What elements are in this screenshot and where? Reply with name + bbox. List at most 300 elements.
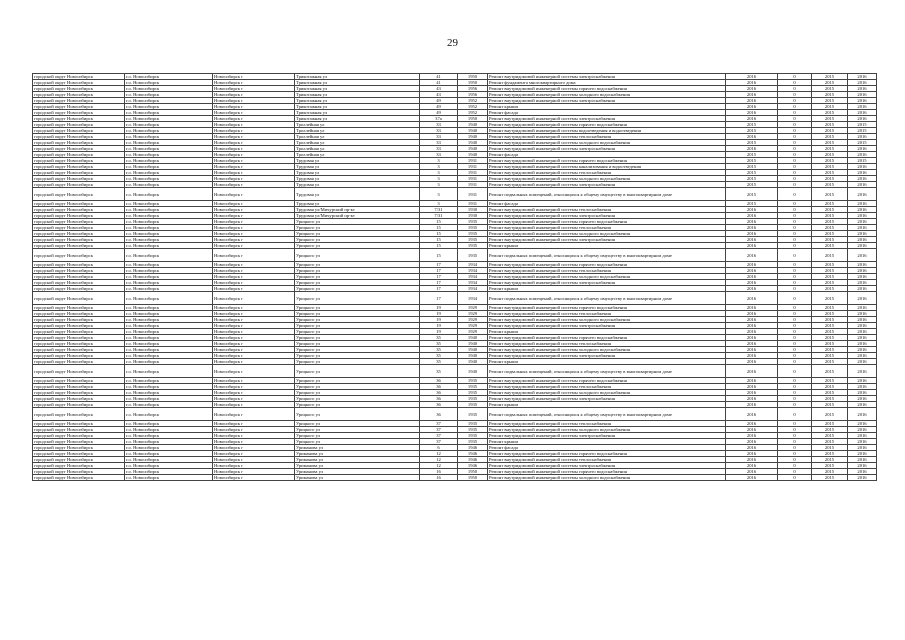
street-cell: Трудовая ул: [295, 170, 420, 176]
street-cell: Трикотажная ул: [295, 80, 420, 86]
settlement-cell: Новосибирск г: [213, 140, 295, 146]
street-cell: Трудовая ул: [295, 158, 420, 164]
year-cell: 1931: [458, 188, 488, 201]
street-cell: Урицкого ул: [295, 408, 420, 421]
plan-year-cell: 2016: [726, 353, 778, 359]
year-cell: 1935: [458, 225, 488, 231]
house-cell: 3: [420, 188, 458, 201]
end-year-cell: 2016: [848, 116, 877, 122]
year-cell: 1935: [458, 427, 488, 433]
city-cell: г.о. Новосибирск: [125, 451, 213, 457]
work-type-cell: Ремонт внутридомовой инженерной системы электроснабжения: [488, 116, 726, 122]
city-cell: г.о. Новосибирск: [125, 201, 213, 207]
value-cell: 0: [778, 225, 812, 231]
year-cell: 1935: [458, 249, 488, 262]
plan-year-cell: 2015: [726, 140, 778, 146]
street-cell: Трудовая ул/Мичурский пр-кт: [295, 207, 420, 213]
start-year-cell: 2015: [812, 439, 848, 445]
plan-year-cell: 2016: [726, 317, 778, 323]
city-cell: г.о. Новосибирск: [125, 280, 213, 286]
end-year-cell: 2015: [848, 140, 877, 146]
plan-year-cell: 2016: [726, 469, 778, 475]
value-cell: 0: [778, 347, 812, 353]
okrug-cell: городской округ Новосибирск: [33, 433, 125, 439]
street-cell: Урицкого ул: [295, 225, 420, 231]
street-cell: Трикотажная ул: [295, 104, 420, 110]
plan-year-cell: 2016: [726, 335, 778, 341]
street-cell: Троллейная ул: [295, 140, 420, 146]
okrug-cell: городской округ Новосибирск: [33, 237, 125, 243]
city-cell: г.о. Новосибирск: [125, 402, 213, 408]
okrug-cell: городской округ Новосибирск: [33, 451, 125, 457]
house-cell: 19: [420, 305, 458, 311]
city-cell: г.о. Новосибирск: [125, 286, 213, 292]
start-year-cell: 2015: [812, 86, 848, 92]
house-cell: 12: [420, 463, 458, 469]
house-cell: 19: [420, 323, 458, 329]
city-cell: г.о. Новосибирск: [125, 427, 213, 433]
house-cell: 15: [420, 231, 458, 237]
work-type-cell: Ремонт внутридомовой инженерной системы канализования и водоотведения: [488, 164, 726, 170]
city-cell: г.о. Новосибирск: [125, 146, 213, 152]
house-cell: 35: [420, 335, 458, 341]
house-cell: 19: [420, 317, 458, 323]
city-cell: г.о. Новосибирск: [125, 305, 213, 311]
okrug-cell: городской округ Новосибирск: [33, 176, 125, 182]
work-type-cell: Ремонт внутридомовой инженерной системы теплоснабжения: [488, 457, 726, 463]
okrug-cell: городской округ Новосибирск: [33, 359, 125, 365]
city-cell: г.о. Новосибирск: [125, 292, 213, 305]
start-year-cell: 2015: [812, 451, 848, 457]
house-cell: 41: [420, 80, 458, 86]
work-type-cell: Ремонт внутридомовой инженерной системы холодного водоснабжения: [488, 347, 726, 353]
okrug-cell: городской округ Новосибирск: [33, 286, 125, 292]
end-year-cell: 2016: [848, 286, 877, 292]
plan-year-cell: 2016: [726, 341, 778, 347]
street-cell: Урицкого ул: [295, 427, 420, 433]
settlement-cell: Новосибирск г: [213, 262, 295, 268]
value-cell: 0: [778, 170, 812, 176]
end-year-cell: 2016: [848, 152, 877, 158]
plan-year-cell: 2016: [726, 92, 778, 98]
start-year-cell: 2015: [812, 408, 848, 421]
work-type-cell: Ремонт внутридомовой инженерной системы холодного водоснабжения: [488, 390, 726, 396]
plan-year-cell: 2016: [726, 225, 778, 231]
start-year-cell: 2015: [812, 323, 848, 329]
work-type-cell: Ремонт внутридомовой инженерной системы горячего водоснабжения: [488, 335, 726, 341]
plan-year-cell: 2016: [726, 286, 778, 292]
okrug-cell: городской округ Новосибирск: [33, 439, 125, 445]
year-cell: 1940: [458, 146, 488, 152]
work-type-cell: Ремонт внутридомовой инженерной системы теплоснабжения: [488, 268, 726, 274]
table-row: [33, 249, 877, 262]
end-year-cell: 2016: [848, 86, 877, 92]
end-year-cell: 2016: [848, 433, 877, 439]
year-cell: 1934: [458, 268, 488, 274]
value-cell: 0: [778, 463, 812, 469]
street-cell: Урицкого ул: [295, 353, 420, 359]
year-cell: 1934: [458, 292, 488, 305]
settlement-cell: Новосибирск г: [213, 80, 295, 86]
start-year-cell: 2015: [812, 378, 848, 384]
end-year-cell: 2016: [848, 92, 877, 98]
end-year-cell: 2016: [848, 329, 877, 335]
work-type-cell: Ремонт внутридомовой инженерной системы холодного водоснабжения: [488, 92, 726, 98]
house-cell: 3: [420, 164, 458, 170]
value-cell: 0: [778, 402, 812, 408]
work-type-cell: Ремонт подвальных помещений, относящихся к общему имуществу в многоквартирном доме: [488, 365, 726, 378]
okrug-cell: городской округ Новосибирск: [33, 243, 125, 249]
okrug-cell: городской округ Новосибирск: [33, 225, 125, 231]
end-year-cell: 2016: [848, 219, 877, 225]
city-cell: г.о. Новосибирск: [125, 463, 213, 469]
end-year-cell: 2016: [848, 213, 877, 219]
work-type-cell: Ремонт внутридомовой инженерной системы электроснабжения: [488, 396, 726, 402]
start-year-cell: 2015: [812, 341, 848, 347]
end-year-cell: 2016: [848, 110, 877, 116]
okrug-cell: городской округ Новосибирск: [33, 323, 125, 329]
settlement-cell: Новосибирск г: [213, 353, 295, 359]
work-type-cell: Ремонт подвальных помещений, относящихся к общему имуществу в многоквартирном доме: [488, 188, 726, 201]
okrug-cell: городской округ Новосибирск: [33, 249, 125, 262]
work-type-cell: Ремонт внутридомовой инженерной системы электроснабжения: [488, 146, 726, 152]
city-cell: г.о. Новосибирск: [125, 98, 213, 104]
street-cell: Трудовая ул: [295, 182, 420, 188]
year-cell: 1956: [458, 92, 488, 98]
year-cell: 1929: [458, 305, 488, 311]
start-year-cell: 2015: [812, 188, 848, 201]
work-type-cell: Ремонт внутридомовой инженерной системы электроснабжения: [488, 237, 726, 243]
plan-year-cell: 2016: [726, 219, 778, 225]
house-cell: 35: [420, 365, 458, 378]
house-cell: 35: [420, 359, 458, 365]
value-cell: 0: [778, 274, 812, 280]
plan-year-cell: 2016: [726, 305, 778, 311]
value-cell: 0: [778, 243, 812, 249]
start-year-cell: 2015: [812, 140, 848, 146]
value-cell: 0: [778, 92, 812, 98]
street-cell: Урицкого ул: [295, 390, 420, 396]
okrug-cell: городской округ Новосибирск: [33, 475, 125, 481]
okrug-cell: городской округ Новосибирск: [33, 347, 125, 353]
work-type-cell: Ремонт внутридомовой инженерной системы холодного водоснабжения: [488, 317, 726, 323]
start-year-cell: 2015: [812, 427, 848, 433]
end-year-cell: 2016: [848, 402, 877, 408]
start-year-cell: 2015: [812, 396, 848, 402]
table-row: [33, 365, 877, 378]
city-cell: г.о. Новосибирск: [125, 359, 213, 365]
end-year-cell: 2016: [848, 390, 877, 396]
house-cell: 3: [420, 158, 458, 164]
year-cell: 1935: [458, 231, 488, 237]
start-year-cell: 2015: [812, 268, 848, 274]
okrug-cell: городской округ Новосибирск: [33, 353, 125, 359]
end-year-cell: 2016: [848, 231, 877, 237]
house-cell: 12: [420, 451, 458, 457]
okrug-cell: городской округ Новосибирск: [33, 104, 125, 110]
okrug-cell: городской округ Новосибирск: [33, 335, 125, 341]
start-year-cell: 2015: [812, 347, 848, 353]
end-year-cell: 2016: [848, 421, 877, 427]
plan-year-cell: 2016: [726, 213, 778, 219]
settlement-cell: Новосибирск г: [213, 457, 295, 463]
start-year-cell: 2015: [812, 219, 848, 225]
work-type-cell: Ремонт внутридомовой инженерной системы горячего водоснабжения: [488, 219, 726, 225]
street-cell: Трудовая ул: [295, 164, 420, 170]
okrug-cell: городской округ Новосибирск: [33, 390, 125, 396]
house-cell: 17: [420, 268, 458, 274]
city-cell: г.о. Новосибирск: [125, 469, 213, 475]
work-type-cell: Ремонт внутридомовой инженерной системы теплоснабжения: [488, 421, 726, 427]
settlement-cell: Новосибирск г: [213, 365, 295, 378]
work-type-cell: Ремонт внутридомовой инженерной системы электроснабжения: [488, 323, 726, 329]
work-type-cell: Ремонт внутридомовой инженерной системы холодного водоснабжения: [488, 176, 726, 182]
start-year-cell: 2015: [812, 365, 848, 378]
work-type-cell: Ремонт крыши: [488, 439, 726, 445]
settlement-cell: Новосибирск г: [213, 188, 295, 201]
street-cell: Урицкого ул: [295, 347, 420, 353]
okrug-cell: городской округ Новосибирск: [33, 188, 125, 201]
work-type-cell: Ремонт фасада: [488, 152, 726, 158]
street-cell: Урицкого ул: [295, 249, 420, 262]
house-cell: 17: [420, 262, 458, 268]
value-cell: 0: [778, 286, 812, 292]
street-cell: Трикотажная ул: [295, 98, 420, 104]
street-cell: Урицкого ул: [295, 243, 420, 249]
house-cell: 36: [420, 402, 458, 408]
house-cell: 17: [420, 286, 458, 292]
city-cell: г.о. Новосибирск: [125, 134, 213, 140]
street-cell: Урицкого ул: [295, 421, 420, 427]
value-cell: 0: [778, 317, 812, 323]
street-cell: Трудовая ул: [295, 188, 420, 201]
settlement-cell: Новосибирск г: [213, 225, 295, 231]
street-cell: Урицкого ул: [295, 280, 420, 286]
value-cell: 0: [778, 116, 812, 122]
work-type-cell: Ремонт внутридомовой инженерной системы горячего водоснабжения: [488, 122, 726, 128]
house-cell: 37: [420, 433, 458, 439]
start-year-cell: 2015: [812, 249, 848, 262]
work-type-cell: Ремонт подвальных помещений, относящихся к общему имуществу в многоквартирном доме: [488, 292, 726, 305]
value-cell: 0: [778, 457, 812, 463]
house-cell: 33: [420, 122, 458, 128]
plan-year-cell: 2016: [726, 207, 778, 213]
house-cell: 15: [420, 225, 458, 231]
value-cell: 0: [778, 146, 812, 152]
city-cell: г.о. Новосибирск: [125, 335, 213, 341]
settlement-cell: Новосибирск г: [213, 384, 295, 390]
street-cell: Урицкого ул: [295, 396, 420, 402]
work-type-cell: Ремонт фасада: [488, 201, 726, 207]
work-type-cell: Ремонт внутридомовой инженерной системы холодного водоснабжения: [488, 427, 726, 433]
start-year-cell: 2015: [812, 353, 848, 359]
year-cell: 1940: [458, 353, 488, 359]
settlement-cell: Новосибирск г: [213, 134, 295, 140]
street-cell: Урицкого ул: [295, 231, 420, 237]
year-cell: 1931: [458, 201, 488, 207]
value-cell: 0: [778, 268, 812, 274]
end-year-cell: 2016: [848, 74, 877, 80]
year-cell: 1929: [458, 311, 488, 317]
okrug-cell: городской округ Новосибирск: [33, 305, 125, 311]
work-type-cell: Ремонт внутридомовой инженерной системы холодного водоснабжения: [488, 274, 726, 280]
okrug-cell: городской округ Новосибирск: [33, 463, 125, 469]
settlement-cell: Новосибирск г: [213, 305, 295, 311]
year-cell: 1946: [458, 451, 488, 457]
end-year-cell: 2016: [848, 182, 877, 188]
work-type-cell: Ремонт внутридомовой инженерной системы теплоснабжения: [488, 341, 726, 347]
settlement-cell: Новосибирск г: [213, 286, 295, 292]
value-cell: 0: [778, 445, 812, 451]
plan-year-cell: 2016: [726, 98, 778, 104]
value-cell: 0: [778, 176, 812, 182]
settlement-cell: Новосибирск г: [213, 402, 295, 408]
house-cell: 41: [420, 74, 458, 80]
end-year-cell: 2016: [848, 469, 877, 475]
end-year-cell: 2016: [848, 207, 877, 213]
city-cell: г.о. Новосибирск: [125, 104, 213, 110]
work-type-cell: Ремонт внутридомовой инженерной системы теплоснабжения: [488, 384, 726, 390]
street-cell: Троллейная ул: [295, 152, 420, 158]
end-year-cell: 2016: [848, 225, 877, 231]
city-cell: г.о. Новосибирск: [125, 262, 213, 268]
house-cell: 19: [420, 311, 458, 317]
end-year-cell: 2016: [848, 475, 877, 481]
value-cell: 0: [778, 213, 812, 219]
settlement-cell: Новосибирск г: [213, 439, 295, 445]
start-year-cell: 2015: [812, 92, 848, 98]
plan-year-cell: 2015: [726, 158, 778, 164]
value-cell: 0: [778, 469, 812, 475]
value-cell: 0: [778, 390, 812, 396]
work-type-cell: Ремонт внутридомовой инженерной системы электроснабжения: [488, 463, 726, 469]
settlement-cell: Новосибирск г: [213, 128, 295, 134]
street-cell: Трикотажная ул: [295, 74, 420, 80]
year-cell: 1935: [458, 219, 488, 225]
street-cell: Трудовая ул: [295, 201, 420, 207]
house-cell: 35: [420, 347, 458, 353]
end-year-cell: 2016: [848, 347, 877, 353]
year-cell: 1940: [458, 140, 488, 146]
value-cell: 0: [778, 475, 812, 481]
start-year-cell: 2015: [812, 329, 848, 335]
work-type-cell: Ремонт подвальных помещений, относящихся к общему имуществу в многоквартирном доме: [488, 408, 726, 421]
end-year-cell: 2016: [848, 445, 877, 451]
house-cell: 37а: [420, 116, 458, 122]
value-cell: 0: [778, 237, 812, 243]
okrug-cell: городской округ Новосибирск: [33, 268, 125, 274]
start-year-cell: 2015: [812, 469, 848, 475]
city-cell: г.о. Новосибирск: [125, 116, 213, 122]
house-cell: 16: [420, 469, 458, 475]
end-year-cell: 2016: [848, 451, 877, 457]
value-cell: 0: [778, 188, 812, 201]
start-year-cell: 2015: [812, 134, 848, 140]
settlement-cell: Новосибирск г: [213, 219, 295, 225]
plan-year-cell: 2016: [726, 116, 778, 122]
city-cell: г.о. Новосибирск: [125, 140, 213, 146]
okrug-cell: городской округ Новосибирск: [33, 231, 125, 237]
street-cell: Урицкого ул: [295, 433, 420, 439]
okrug-cell: городской округ Новосибирск: [33, 207, 125, 213]
city-cell: г.о. Новосибирск: [125, 231, 213, 237]
work-type-cell: Ремонт внутридомовой инженерной системы горячего водоснабжения: [488, 158, 726, 164]
city-cell: г.о. Новосибирск: [125, 122, 213, 128]
start-year-cell: 2015: [812, 402, 848, 408]
end-year-cell: 2016: [848, 353, 877, 359]
settlement-cell: Новосибирск г: [213, 152, 295, 158]
plan-year-cell: 2016: [726, 74, 778, 80]
house-cell: 36: [420, 396, 458, 402]
value-cell: 0: [778, 396, 812, 402]
table-row: [33, 188, 877, 201]
start-year-cell: 2015: [812, 475, 848, 481]
okrug-cell: городской округ Новосибирск: [33, 384, 125, 390]
plan-year-cell: 2016: [726, 110, 778, 116]
end-year-cell: 2016: [848, 98, 877, 104]
value-cell: 0: [778, 128, 812, 134]
okrug-cell: городской округ Новосибирск: [33, 170, 125, 176]
end-year-cell: 2016: [848, 262, 877, 268]
value-cell: 0: [778, 207, 812, 213]
plan-year-cell: 2015: [726, 182, 778, 188]
settlement-cell: Новосибирск г: [213, 231, 295, 237]
house-cell: 36: [420, 390, 458, 396]
house-cell: 37: [420, 421, 458, 427]
house-cell: 19: [420, 329, 458, 335]
house-cell: 36: [420, 408, 458, 421]
plan-year-cell: 2016: [726, 439, 778, 445]
value-cell: 0: [778, 219, 812, 225]
end-year-cell: 2016: [848, 201, 877, 207]
plan-year-cell: 2016: [726, 104, 778, 110]
end-year-cell: 2016: [848, 341, 877, 347]
value-cell: 0: [778, 134, 812, 140]
settlement-cell: Новосибирск г: [213, 243, 295, 249]
start-year-cell: 2015: [812, 274, 848, 280]
start-year-cell: 2015: [812, 237, 848, 243]
work-type-cell: Ремонт крыши: [488, 104, 726, 110]
plan-year-cell: 2015: [726, 128, 778, 134]
work-type-cell: Ремонт крыши: [488, 402, 726, 408]
year-cell: 1950: [458, 469, 488, 475]
value-cell: 0: [778, 152, 812, 158]
start-year-cell: 2015: [812, 116, 848, 122]
settlement-cell: Новосибирск г: [213, 237, 295, 243]
okrug-cell: городской округ Новосибирск: [33, 134, 125, 140]
start-year-cell: 2015: [812, 445, 848, 451]
house-cell: 7/31: [420, 213, 458, 219]
start-year-cell: 2015: [812, 213, 848, 219]
year-cell: 1935: [458, 390, 488, 396]
street-cell: Урицкого ул: [295, 341, 420, 347]
repair-schedule-table: [32, 73, 877, 481]
start-year-cell: 2015: [812, 110, 848, 116]
house-cell: 15: [420, 219, 458, 225]
street-cell: Урицкого ул: [295, 305, 420, 311]
year-cell: 1929: [458, 323, 488, 329]
end-year-cell: 2016: [848, 359, 877, 365]
settlement-cell: Новосибирск г: [213, 110, 295, 116]
city-cell: г.о. Новосибирск: [125, 110, 213, 116]
value-cell: 0: [778, 280, 812, 286]
work-type-cell: Ремонт внутридомовой инженерной системы водоотведения и водоотведения: [488, 128, 726, 134]
plan-year-cell: 2016: [726, 329, 778, 335]
work-type-cell: Ремонт внутридомовой инженерной системы горячего водоснабжения: [488, 262, 726, 268]
start-year-cell: 2015: [812, 122, 848, 128]
start-year-cell: 2015: [812, 433, 848, 439]
year-cell: 1934: [458, 274, 488, 280]
